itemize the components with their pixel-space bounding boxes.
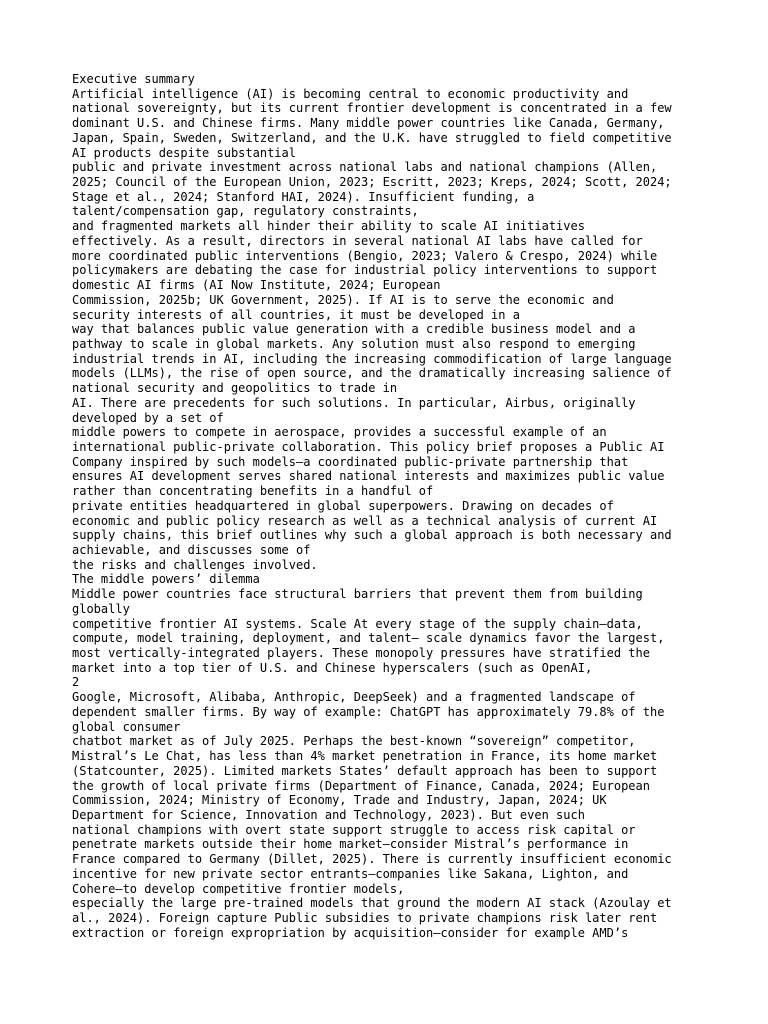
document-line: Commission, 2025b; UK Government, 2025). If AI is to serve the economic and [72,292,614,307]
document-line: Company inspired by such models—a coordinated public-private partnership that [72,454,629,469]
document-line: supply chains, this brief outlines why such a global approach is both necessary and [72,528,672,543]
document-line: achievable, and discusses some of [72,543,311,557]
document-line: international public-private collaboration. This policy brief proposes a Public AI [72,439,665,454]
document-line: Middle power countries face structural barriers that prevent them from building [72,587,643,602]
document-line: developed by a set of [72,410,224,425]
document-line: and fragmented markets all hinder their ability to scale AI initiatives [72,219,585,234]
document-line: The middle powers’ dilemma [72,572,260,587]
document-line: incentive for new private sector entrants—companies like Sakana, Lighton, and [72,866,629,881]
document-line: effectively. As a result, directors in several national AI labs have called for [72,233,643,248]
document-line: national security and geopolitics to trade in [72,381,398,396]
document-line: way that balances public value generation with a credible business model and a [72,322,636,337]
document-line: private entities headquartered in global superpowers. Drawing on decades of [72,498,614,513]
document-line: AI. There are precedents for such solutions. In particular, Airbus, originally [72,395,636,410]
document-line: extraction or foreign expropriation by acquisition—consider for example AMD’s [72,925,629,940]
document-line: especially the large pre-trained models that ground the modern AI stack (Azoulay et [72,896,672,911]
document-line: globally [72,601,130,616]
document-line: Artificial intelligence (AI) is becoming central to economic productivity and [72,86,629,101]
document-line: models (LLMs), the rise of open source, and the dramatically increasing salience of [72,366,672,381]
document-line: ensures AI development serves shared national interests and maximizes public value [72,469,665,484]
document-line: 2025; Council of the European Union, 2023; Escritt, 2023; Kreps, 2024; Scott, 2024; [72,175,672,190]
document-line: Stage et al., 2024; Stanford HAI, 2024). Insufficient funding, a [72,189,535,204]
document-line: pathway to scale in global markets. Any solution must also respond to emerging [72,336,636,351]
document-line: penetrate markets outside their home market—consider Mistral’s performance in [72,837,629,852]
document-line: middle powers to compete in aerospace, provides a successful example of an [72,425,607,440]
document-line: AI products despite substantial [72,145,296,160]
document-line: al., 2024). Foreign capture Public subsidies to private champions risk later rent [72,910,658,925]
document-line: Cohere—to develop competitive frontier models, [72,881,405,896]
document-line: compute, model training, deployment, and talent— scale dynamics favor the largest, [72,631,665,646]
document-line: (Statcounter, 2025). Limited markets States’ default approach has been to support [72,763,658,778]
document-line: national champions with overt state support struggle to access risk capital or [72,822,636,837]
document-line: Commission, 2024; Ministry of Economy, Trade and Industry, Japan, 2024; UK [72,793,607,808]
document-line: the growth of local private firms (Department of Finance, Canada, 2024; European [72,778,650,793]
document-line: global consumer [72,719,181,734]
document-line: the risks and challenges involved. [72,557,318,572]
document-line: rather than concentrating benefits in a handful of [72,484,434,499]
document-line: more coordinated public interventions (Bengio, 2023; Valero & Crespo, 2024) while [72,248,658,263]
document-line: most vertically-integrated players. These monopoly pressures have stratified the [72,646,650,661]
document-line: domestic AI firms (AI Now Institute, 2024; European [72,278,441,293]
document-line: dependent smaller firms. By way of example: ChatGPT has approximately 79.8% of the [72,704,665,719]
document-line: national sovereignty, but its current frontier development is concentrated in a few [72,101,672,116]
document-line: security interests of all countries, it must be developed in a [72,307,520,322]
document-line: competitive frontier AI systems. Scale At every stage of the supply chain—data, [72,616,643,631]
document-line: industrial trends in AI, including the increasing commodification of large language [72,351,672,366]
document-line: Japan, Spain, Sweden, Switzerland, and the U.K. have struggled to field competitive [72,130,672,145]
document-page [72,72,722,940]
document-line: Mistral’s Le Chat, has less than 4% market penetration in France, its home market [72,749,658,764]
document-line: chatbot market as of July 2025. Perhaps the best-known “sovereign” competitor, [72,734,636,749]
document-line: talent/compensation gap, regulatory constraints, [72,204,419,219]
document-line: Google, Microsoft, Alibaba, Anthropic, DeepSeek) and a fragmented landscape of [72,690,636,705]
document-line: France compared to Germany (Dillet, 2025). There is currently insufficient economic [72,852,672,867]
document-line: policymakers are debating the case for industrial policy interventions to support [72,263,658,278]
document-line: market into a top tier of U.S. and Chinese hyperscalers (such as OpenAI, [72,660,593,675]
document-line: public and private investment across national labs and national champions (Allen, [72,160,658,175]
document-line: 2 [72,675,80,690]
document-line: economic and public policy research as well as a technical analysis of current AI [72,513,658,528]
document-line: dominant U.S. and Chinese firms. Many middle power countries like Canada, Germany, [72,116,665,131]
section-heading: Executive summary [72,72,195,86]
document-line: Department for Science, Innovation and Technology, 2023). But even such [72,807,585,822]
